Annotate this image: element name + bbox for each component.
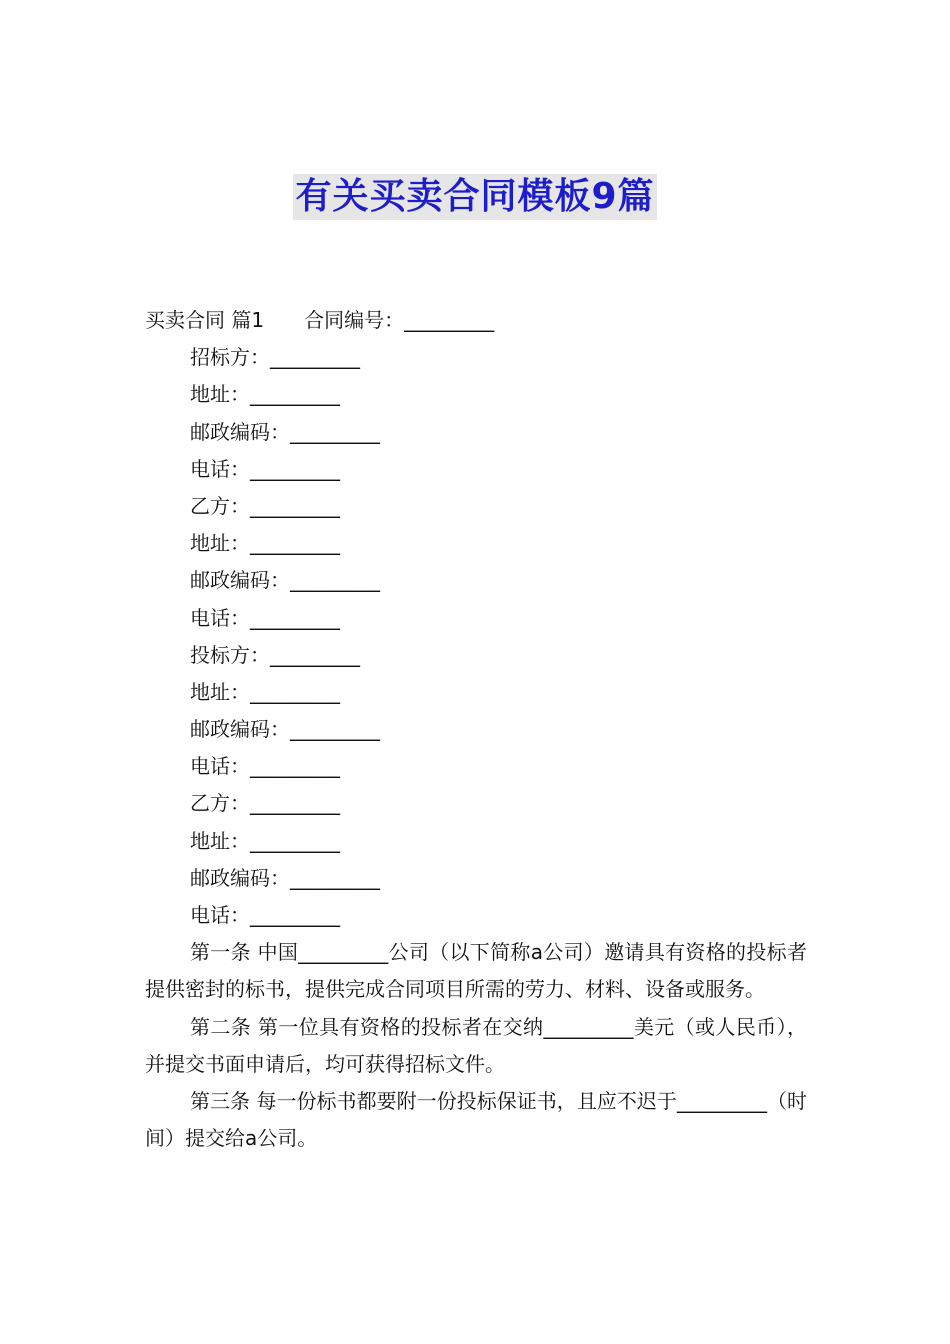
- field-line: 乙方：_________: [190, 493, 340, 518]
- contract-body: [145, 302, 807, 1157]
- document-title: 有关买卖合同模板9篇: [293, 174, 656, 220]
- field-line: 邮政编码：_________: [190, 568, 380, 593]
- field-line: 电话：_________: [190, 754, 340, 779]
- field-line: 邮政编码：_________: [190, 717, 380, 742]
- document-title-wrap: [0, 174, 950, 220]
- contract-section-label: 买卖合同 篇1: [145, 308, 265, 332]
- article-paragraph: 第二条 第一位具有资格的投标者在交纳_________美元（或人民币），并提交书面申请后，均可获得招标文件。: [145, 1014, 807, 1076]
- field-line: 乙方：_________: [190, 791, 340, 816]
- field-line: 电话：_________: [190, 456, 340, 481]
- contract-number-field: 合同编号：_________: [304, 308, 495, 332]
- field-line: 地址：_________: [190, 531, 340, 556]
- article-paragraph: 第三条 每一份标书都要附一份投标保证书，且应不迟于_________（时间）提交给a公司。: [145, 1089, 807, 1151]
- field-line: 地址：_________: [190, 679, 340, 704]
- field-line: 招标方：_________: [190, 345, 360, 370]
- field-line: 地址：_________: [190, 382, 340, 407]
- field-line: 地址：_________: [190, 828, 340, 853]
- field-line: 邮政编码：_________: [190, 419, 380, 444]
- contract-header-line: [145, 302, 807, 339]
- article-paragraph: 第一条 中国_________公司（以下简称a公司）邀请具有资格的投标者提供密封的标书，提供完成合同项目所需的劳力、材料、设备或服务。: [145, 940, 807, 1002]
- field-line: 邮政编码：_________: [190, 865, 380, 890]
- field-line: 电话：_________: [190, 903, 340, 927]
- field-line: 投标方：_________: [190, 642, 360, 667]
- field-line: 电话：_________: [190, 605, 340, 630]
